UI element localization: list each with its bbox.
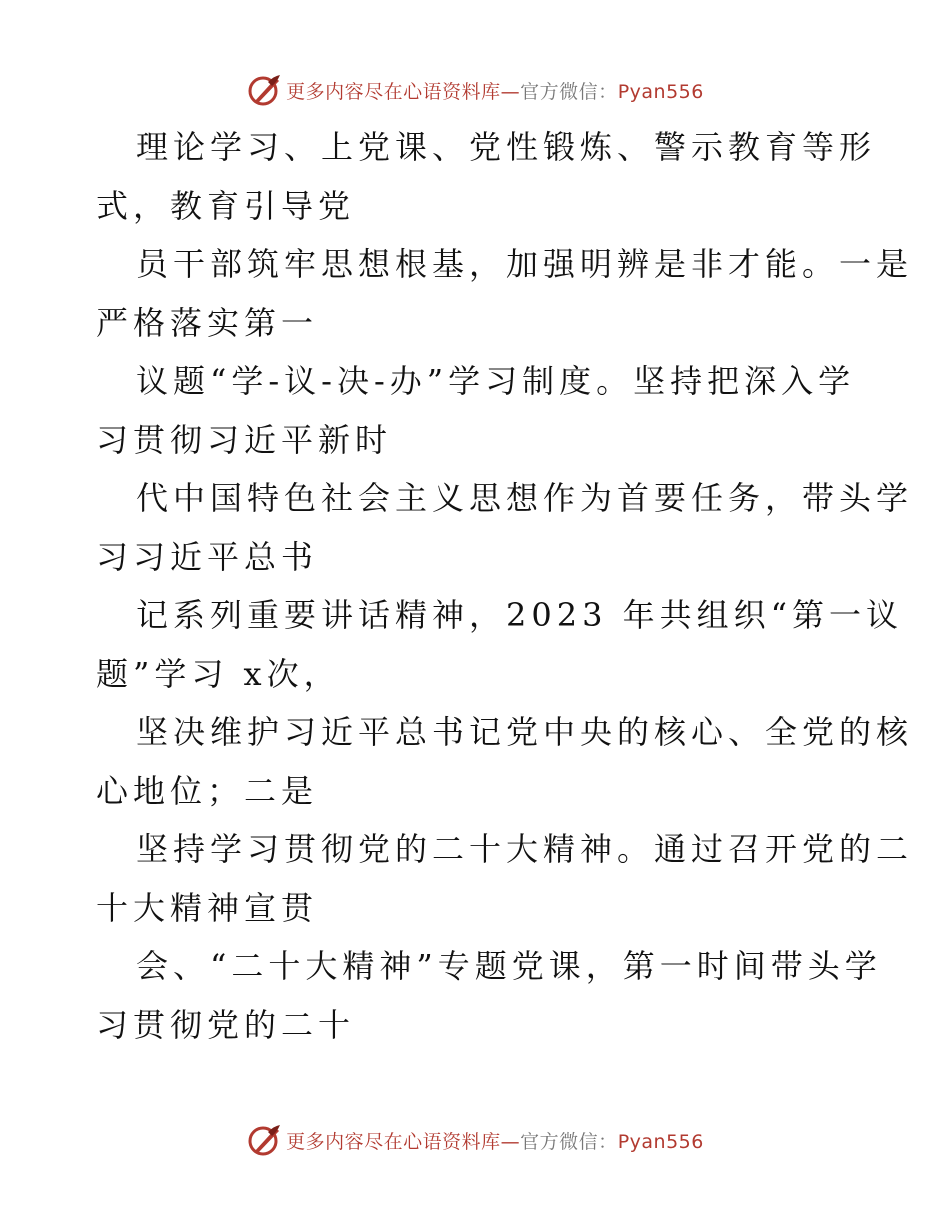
paragraph — [96, 937, 882, 1054]
paragraph-continuation: 题”学习 x次， — [96, 654, 341, 693]
paragraph-first-line: 代中国特色社会主义思想作为首要任务，带头学 — [136, 479, 914, 517]
watermark-wechat-id: Pyan556 — [617, 80, 704, 103]
paragraph-continuation: 习习近平总书 — [96, 537, 319, 576]
watermark-wechat-label: 官方微信： — [520, 80, 618, 103]
paragraph — [96, 586, 903, 703]
watermark-site: 更多内容尽在心语资料库 — [286, 1130, 501, 1153]
paragraph-first-line: 会、“二十大精神”专题党课，第一时间带头学 — [136, 947, 882, 985]
document-body — [96, 118, 914, 1054]
watermark-dash: — — [500, 80, 521, 103]
quill-logo-icon — [246, 72, 282, 108]
paragraph-first-line: 记系列重要讲话精神，2023 年共组织“第一议 — [136, 596, 903, 634]
quill-logo-icon — [246, 1122, 282, 1158]
watermark-dash: — — [500, 1130, 521, 1153]
watermark-wechat-id: Pyan556 — [617, 1130, 704, 1153]
watermark-wechat-label: 官方微信： — [520, 1130, 618, 1153]
paragraph-first-line: 坚决维护习近平总书记党中央的核心、全党的核 — [136, 713, 914, 751]
footer-watermark — [0, 1120, 950, 1160]
paragraph-first-line: 理论学习、上党课、党性锻炼、警示教育等形 — [136, 128, 877, 166]
watermark-text — [286, 77, 704, 104]
paragraph-continuation: 习贯彻习近平新时 — [96, 420, 393, 459]
paragraph — [96, 820, 914, 937]
paragraph-first-line: 坚持学习贯彻党的二十大精神。通过召开党的二 — [136, 830, 914, 868]
header-watermark — [0, 70, 950, 110]
watermark-site: 更多内容尽在心语资料库 — [286, 80, 501, 103]
paragraph-first-line: 员干部筑牢思想根基，加强明辨是非才能。一是 — [136, 245, 914, 283]
paragraph — [96, 703, 914, 820]
paragraph — [96, 235, 914, 352]
paragraph — [96, 352, 876, 469]
paragraph-first-line: 议题“学-议-决-办”学习制度。坚持把深入学 — [136, 362, 856, 400]
watermark-text — [286, 1127, 704, 1154]
paragraph-continuation: 十大精神宣贯 — [96, 888, 319, 927]
paragraph-continuation: 式，教育引导党 — [96, 186, 356, 225]
paragraph — [96, 469, 914, 586]
paragraph-continuation: 严格落实第一 — [96, 303, 319, 342]
paragraph-continuation: 习贯彻党的二十 — [96, 1005, 356, 1044]
paragraph-continuation: 心地位；二是 — [96, 771, 319, 810]
paragraph — [96, 118, 876, 235]
